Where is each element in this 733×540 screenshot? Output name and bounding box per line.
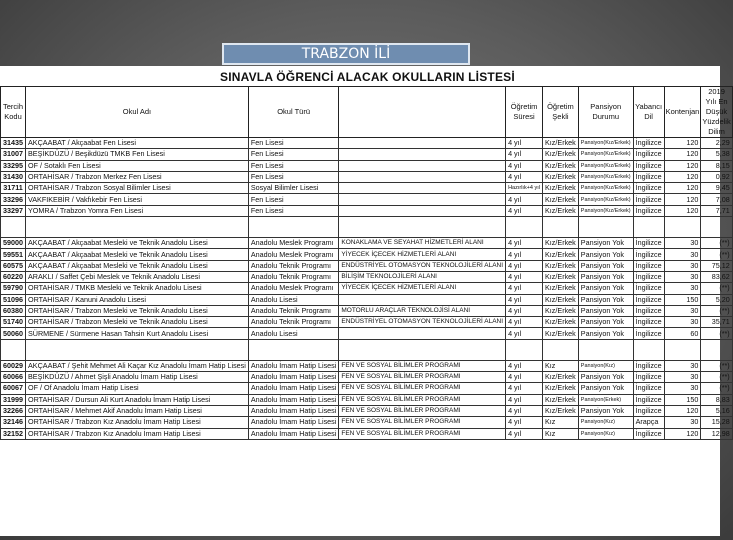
doc-title: SINAVLA ÖĞRENCİ ALACAK OKULLARIN LİSTESİ xyxy=(220,70,515,84)
cell-gender: Kız/Erkek xyxy=(543,328,579,339)
header-duration: Öğretim Süresi xyxy=(506,87,543,138)
cell-boarding: Pansiyon Yok xyxy=(578,383,633,394)
cell-field xyxy=(339,138,506,149)
cell-language: İngilizce xyxy=(633,294,664,305)
cell-school: ORTAHİSAR / Trabzon Kız Anadolu İmam Hatip Lisesi xyxy=(26,428,249,439)
cell-language: İngilizce xyxy=(633,249,664,260)
cell-field: FEN VE SOSYAL BİLİMLER PROGRAMI xyxy=(339,360,506,371)
cell-code: 32146 xyxy=(1,417,26,428)
cell-quota: 30 xyxy=(664,305,701,316)
cell-score: 2,29 xyxy=(701,138,732,149)
cell-score: 7,71 xyxy=(701,205,732,216)
cell-score: (**) xyxy=(701,360,732,371)
cell-school: AKÇAABAT / Akçaabat Mesleki ve Teknik Anadolu Lisesi xyxy=(26,249,249,260)
cell-gender: Kız/Erkek xyxy=(543,394,579,405)
cell-quota: 120 xyxy=(664,405,701,416)
cell-boarding: Pansiyon(Kız/Erkek) xyxy=(578,160,633,171)
cell-type: Anadolu Meslek Programı xyxy=(248,249,339,260)
cell-score: 35,71 xyxy=(701,317,732,328)
cell-score: (**) xyxy=(701,249,732,260)
table-row xyxy=(1,238,733,249)
cell-school: ORTAHİSAR / Trabzon Sosyal Bilimler Lisesi xyxy=(26,183,249,194)
cell-boarding: Pansiyon Yok xyxy=(578,283,633,294)
cell-duration: 4 yıl xyxy=(506,283,543,294)
cell-duration: 4 yıl xyxy=(506,360,543,371)
cell-code: 51096 xyxy=(1,294,26,305)
cell-school: ORTAHİSAR / Trabzon Mesleki ve Teknik Anadolu Lisesi xyxy=(26,317,249,328)
cell-field: FEN VE SOSYAL BİLİMLER PROGRAMI xyxy=(339,405,506,416)
cell-type: Anadolu İmam Hatip Lisesi xyxy=(248,394,339,405)
cell-type: Anadolu Meslek Programı xyxy=(248,238,339,249)
cell-gender: Kız/Erkek xyxy=(543,372,579,383)
cell-language: İngilizce xyxy=(633,372,664,383)
cell-duration: 4 yıl xyxy=(506,171,543,182)
cell-type: Fen Lisesi xyxy=(248,171,339,182)
cell-code: 31711 xyxy=(1,183,26,194)
cell-language: İngilizce xyxy=(633,160,664,171)
cell-gender: Kız/Erkek xyxy=(543,205,579,216)
cell-code: 60380 xyxy=(1,305,26,316)
cell-boarding: Pansiyon Yok xyxy=(578,260,633,271)
table-row xyxy=(1,305,733,316)
cell-school: BEŞİKDÜZÜ / Ahmet Şişli Anadolu İmam Hatip Lisesi xyxy=(26,372,249,383)
cell-duration: 4 yıl xyxy=(506,149,543,160)
cell-quota: 30 xyxy=(664,317,701,328)
cell-language: İngilizce xyxy=(633,205,664,216)
cell-code: 60575 xyxy=(1,260,26,271)
cell-boarding: Pansiyon(Kız/Erkek) xyxy=(578,171,633,182)
cell-code: 32266 xyxy=(1,405,26,416)
cell-code: 31999 xyxy=(1,394,26,405)
cell-type: Fen Lisesi xyxy=(248,149,339,160)
cell-boarding: Pansiyon Yok xyxy=(578,328,633,339)
cell-school: ARAKLI / Saffet Çebi Meslek ve Teknik Anadolu Lisesi xyxy=(26,271,249,282)
cell-code: 32152 xyxy=(1,428,26,439)
cell-language: İngilizce xyxy=(633,383,664,394)
cell-school: ORTAHİSAR / TMKB Mesleki ve Teknik Anadolu Lisesi xyxy=(26,283,249,294)
cell-duration: 4 yıl xyxy=(506,372,543,383)
cell-field xyxy=(339,194,506,205)
cell-gender: Kız/Erkek xyxy=(543,249,579,260)
cell-duration: 4 yıl xyxy=(506,417,543,428)
cell-school: BEŞİKDÜZÜ / Beşikdüzü TMKB Fen Lisesi xyxy=(26,149,249,160)
cell-score: (**) xyxy=(701,328,732,339)
cell-score: (**) xyxy=(701,283,732,294)
cell-quota: 30 xyxy=(664,372,701,383)
cell-boarding: Pansiyon Yok xyxy=(578,372,633,383)
cell-quota: 150 xyxy=(664,294,701,305)
cell-language: İngilizce xyxy=(633,305,664,316)
table-row xyxy=(1,271,733,282)
cell-field: ENDÜSTRİYEL OTOMASYON TEKNOLOJİLERİ ALANI xyxy=(339,317,506,328)
cell-code: 60067 xyxy=(1,383,26,394)
cell-boarding: Pansiyon(Kız/Erkek) xyxy=(578,138,633,149)
table-row xyxy=(1,138,733,149)
cell-boarding: Pansiyon Yok xyxy=(578,405,633,416)
table-row xyxy=(1,260,733,271)
cell-field: FEN VE SOSYAL BİLİMLER PROGRAMI xyxy=(339,428,506,439)
table-row xyxy=(1,149,733,160)
cell-code: 33295 xyxy=(1,160,26,171)
cell-language: İngilizce xyxy=(633,360,664,371)
cell-language: İngilizce xyxy=(633,394,664,405)
cell-duration: 4 yıl xyxy=(506,394,543,405)
table-row xyxy=(1,194,733,205)
table-row xyxy=(1,294,733,305)
cell-language: İngilizce xyxy=(633,283,664,294)
cell-field xyxy=(339,171,506,182)
cell-duration: 4 yıl xyxy=(506,194,543,205)
cell-code: 60029 xyxy=(1,360,26,371)
cell-type: Anadolu Teknik Programı xyxy=(248,305,339,316)
header-score: 2019 Yılı En Düşük Yüzdelik Dilim xyxy=(702,87,731,136)
document-page xyxy=(0,66,731,536)
cell-boarding: Pansiyon(Erkek) xyxy=(578,394,633,405)
header-school: Okul Adı xyxy=(26,87,249,138)
cell-quota: 120 xyxy=(664,428,701,439)
cell-duration: 4 yıl xyxy=(506,138,543,149)
cell-code: 59000 xyxy=(1,238,26,249)
cell-code: 59790 xyxy=(1,283,26,294)
cell-quota: 60 xyxy=(664,328,701,339)
cell-duration: 4 yıl xyxy=(506,238,543,249)
cell-code: 31435 xyxy=(1,138,26,149)
cell-gender: Kız/Erkek xyxy=(543,405,579,416)
cell-score: 12,98 xyxy=(701,428,732,439)
cell-language: İngilizce xyxy=(633,149,664,160)
cell-language: İngilizce xyxy=(633,171,664,182)
table-row xyxy=(1,405,733,416)
cell-boarding: Pansiyon Yok xyxy=(578,271,633,282)
cell-score: (**) xyxy=(701,238,732,249)
cell-boarding: Pansiyon(Kız/Erkek) xyxy=(578,149,633,160)
cell-gender: Kız xyxy=(543,360,579,371)
cell-code: 59551 xyxy=(1,249,26,260)
cell-gender: Kız/Erkek xyxy=(543,149,579,160)
table-body xyxy=(1,138,733,440)
slide-title: TRABZON İLİ xyxy=(222,43,470,65)
cell-duration: 4 yıl xyxy=(506,328,543,339)
cell-duration: Hazırlık+4 yıl xyxy=(506,183,543,194)
cell-gender: Kız/Erkek xyxy=(543,305,579,316)
cell-code: 51740 xyxy=(1,317,26,328)
cell-code: 33296 xyxy=(1,194,26,205)
cell-school: ORTAHİSAR / Trabzon Merkez Fen Lisesi xyxy=(26,171,249,182)
cell-score: 83,62 xyxy=(701,271,732,282)
cell-school: ORTAHİSAR / Trabzon Kız Anadolu İmam Hatip Lisesi xyxy=(26,417,249,428)
header-code: Tercih Kodu xyxy=(1,87,26,138)
cell-boarding: Pansiyon Yok xyxy=(578,305,633,316)
table-row xyxy=(1,360,733,371)
cell-gender: Kız/Erkek xyxy=(543,283,579,294)
cell-quota: 30 xyxy=(664,260,701,271)
cell-type: Anadolu İmam Hatip Lisesi xyxy=(248,372,339,383)
header-field xyxy=(339,87,506,138)
cell-quota: 30 xyxy=(664,249,701,260)
cell-quota: 120 xyxy=(664,171,701,182)
cell-quota: 120 xyxy=(664,205,701,216)
cell-type: Fen Lisesi xyxy=(248,160,339,171)
cell-code: 31007 xyxy=(1,149,26,160)
cell-quota: 120 xyxy=(664,149,701,160)
table-header-row xyxy=(1,87,733,138)
cell-score: 75,12 xyxy=(701,260,732,271)
table-row xyxy=(1,249,733,260)
cell-gender: Kız/Erkek xyxy=(543,183,579,194)
cell-code: 60220 xyxy=(1,271,26,282)
table-row xyxy=(1,383,733,394)
cell-score: 5,20 xyxy=(701,294,732,305)
cell-boarding: Pansiyon(Kız/Erkek) xyxy=(578,183,633,194)
cell-boarding: Pansiyon(Kız) xyxy=(578,417,633,428)
cell-language: İngilizce xyxy=(633,328,664,339)
cell-gender: Kız xyxy=(543,417,579,428)
cell-type: Sosyal Bilimler Lisesi xyxy=(248,183,339,194)
table-row xyxy=(1,372,733,383)
cell-score: 15,28 xyxy=(701,417,732,428)
cell-code: 33297 xyxy=(1,205,26,216)
cell-quota: 30 xyxy=(664,271,701,282)
cell-language: İngilizce xyxy=(633,183,664,194)
cell-language: İngilizce xyxy=(633,238,664,249)
cell-boarding: Pansiyon Yok xyxy=(578,294,633,305)
cell-language: İngilizce xyxy=(633,317,664,328)
cell-field: YİYECEK İÇECEK HİZMETLERİ ALANI xyxy=(339,249,506,260)
table-row xyxy=(1,428,733,439)
table-row xyxy=(1,171,733,182)
cell-type: Anadolu İmam Hatip Lisesi xyxy=(248,428,339,439)
header-boarding: Pansiyon Durumu xyxy=(578,87,633,138)
cell-boarding: Pansiyon(Kız) xyxy=(578,360,633,371)
cell-language: İngilizce xyxy=(633,194,664,205)
cell-school: SÜRMENE / Sürmene Hasan Tahsin Kurt Anadolu Lisesi xyxy=(26,328,249,339)
cell-score: 8,83 xyxy=(701,394,732,405)
cell-school: OF / Of Anadolu İmam Hatip Lisesi xyxy=(26,383,249,394)
cell-score: (**) xyxy=(701,383,732,394)
cell-field xyxy=(339,294,506,305)
cell-score: 7,08 xyxy=(701,194,732,205)
cell-field xyxy=(339,328,506,339)
cell-language: İngilizce xyxy=(633,260,664,271)
cell-quota: 30 xyxy=(664,383,701,394)
cell-gender: Kız xyxy=(543,428,579,439)
cell-quota: 120 xyxy=(664,160,701,171)
cell-type: Anadolu İmam Hatip Lisesi xyxy=(248,383,339,394)
cell-gender: Kız/Erkek xyxy=(543,271,579,282)
cell-duration: 4 yıl xyxy=(506,405,543,416)
cell-language: İngilizce xyxy=(633,428,664,439)
cell-gender: Kız/Erkek xyxy=(543,294,579,305)
cell-field xyxy=(339,205,506,216)
cell-school: ORTAHİSAR / Trabzon Mesleki ve Teknik Anadolu Lisesi xyxy=(26,305,249,316)
cell-type: Fen Lisesi xyxy=(248,194,339,205)
cell-school: AKÇAABAT / Akçaabat Mesleki ve Teknik Anadolu Lisesi xyxy=(26,238,249,249)
cell-gender: Kız/Erkek xyxy=(543,194,579,205)
cell-field: YİYECEK İÇECEK HİZMETLERİ ALANI xyxy=(339,283,506,294)
header-shift: Öğretim Şekli xyxy=(543,87,579,138)
cell-duration: 4 yıl xyxy=(506,305,543,316)
group-separator xyxy=(1,217,733,238)
cell-code: 50060 xyxy=(1,328,26,339)
cell-quota: 120 xyxy=(664,183,701,194)
cell-duration: 4 yıl xyxy=(506,428,543,439)
cell-quota: 150 xyxy=(664,394,701,405)
cell-boarding: Pansiyon Yok xyxy=(578,317,633,328)
header-type: Okul Türü xyxy=(248,87,339,138)
cell-gender: Kız/Erkek xyxy=(543,160,579,171)
cell-score: 5,16 xyxy=(701,405,732,416)
cell-duration: 4 yıl xyxy=(506,260,543,271)
cell-gender: Kız/Erkek xyxy=(543,238,579,249)
cell-language: İngilizce xyxy=(633,138,664,149)
cell-type: Anadolu Lisesi xyxy=(248,294,339,305)
cell-quota: 30 xyxy=(664,417,701,428)
cell-school: OF / Sotaklı Fen Lisesi xyxy=(26,160,249,171)
cell-school: VAKFIKEBİR / Vakfıkebir Fen Lisesi xyxy=(26,194,249,205)
cell-language: Arapça xyxy=(633,417,664,428)
cell-school: ORTAHİSAR / Kanuni Anadolu Lisesi xyxy=(26,294,249,305)
cell-type: Anadolu Meslek Programı xyxy=(248,283,339,294)
cell-duration: 4 yıl xyxy=(506,160,543,171)
table-row xyxy=(1,183,733,194)
table-row xyxy=(1,417,733,428)
header-quota: Kontenjan xyxy=(664,87,701,138)
cell-score: 5,38 xyxy=(701,149,732,160)
cell-field: FEN VE SOSYAL BİLİMLER PROGRAMI xyxy=(339,383,506,394)
cell-field xyxy=(339,149,506,160)
cell-gender: Kız/Erkek xyxy=(543,317,579,328)
cell-boarding: Pansiyon Yok xyxy=(578,238,633,249)
cell-field: ENDÜSTRİYEL OTOMASYON TEKNOLOJİLERİ ALANI xyxy=(339,260,506,271)
cell-type: Anadolu İmam Hatip Lisesi xyxy=(248,417,339,428)
cell-score: 0,92 xyxy=(701,171,732,182)
cell-gender: Kız/Erkek xyxy=(543,138,579,149)
cell-type: Fen Lisesi xyxy=(248,138,339,149)
cell-school: AKÇAABAT / Akçaabat Mesleki ve Teknik Anadolu Lisesi xyxy=(26,260,249,271)
cell-score: (**) xyxy=(701,305,732,316)
cell-score: (**) xyxy=(701,372,732,383)
cell-field: KONAKLAMA VE SEYAHAT HİZMETLERİ ALANI xyxy=(339,238,506,249)
cell-field xyxy=(339,160,506,171)
cell-field: FEN VE SOSYAL BİLİMLER PROGRAMI xyxy=(339,394,506,405)
cell-type: Anadolu İmam Hatip Lisesi xyxy=(248,405,339,416)
cell-duration: 4 yıl xyxy=(506,383,543,394)
cell-school: ORTAHİSAR / Dursun Ali Kurt Anadolu İmam Hatip Lisesi xyxy=(26,394,249,405)
cell-school: ORTAHİSAR / Mehmet Akif Anadolu İmam Hatip Lisesi xyxy=(26,405,249,416)
cell-field: FEN VE SOSYAL BİLİMLER PROGRAMI xyxy=(339,372,506,383)
table-row xyxy=(1,160,733,171)
cell-duration: 4 yıl xyxy=(506,249,543,260)
cell-quota: 30 xyxy=(664,360,701,371)
table-row xyxy=(1,205,733,216)
cell-boarding: Pansiyon(Kız/Erkek) xyxy=(578,194,633,205)
cell-boarding: Pansiyon Yok xyxy=(578,249,633,260)
header-language: Yabancı Dil xyxy=(633,87,664,138)
table-row xyxy=(1,283,733,294)
cell-school: AKÇAABAT / Akçaabat Fen Lisesi xyxy=(26,138,249,149)
cell-field: MOTORLU ARAÇLAR TEKNOLOJİSİ ALANI xyxy=(339,305,506,316)
cell-score: 9,45 xyxy=(701,183,732,194)
cell-code: 31430 xyxy=(1,171,26,182)
table-row xyxy=(1,394,733,405)
cell-field xyxy=(339,183,506,194)
schools-table xyxy=(0,86,733,440)
cell-quota: 30 xyxy=(664,283,701,294)
cell-quota: 120 xyxy=(664,194,701,205)
cell-field: BİLİŞİM TEKNOLOJİLERİ ALANI xyxy=(339,271,506,282)
cell-score: 8,15 xyxy=(701,160,732,171)
cell-school: AKÇAABAT / Şehit Mehmet Ali Kaçar Kız Anadolu İmam Hatip Lisesi xyxy=(26,360,249,371)
cell-duration: 4 yıl xyxy=(506,317,543,328)
cell-type: Anadolu Teknik Programı xyxy=(248,317,339,328)
cell-quota: 120 xyxy=(664,138,701,149)
cell-type: Anadolu Teknik Programı xyxy=(248,271,339,282)
cell-boarding: Pansiyon(Kız/Erkek) xyxy=(578,205,633,216)
cell-type: Fen Lisesi xyxy=(248,205,339,216)
group-separator xyxy=(1,339,733,360)
cell-duration: 4 yıl xyxy=(506,205,543,216)
cell-field: FEN VE SOSYAL BİLİMLER PROGRAMI xyxy=(339,417,506,428)
cell-code: 60066 xyxy=(1,372,26,383)
cell-duration: 4 yıl xyxy=(506,271,543,282)
cell-school: YOMRA / Trabzon Yomra Fen Lisesi xyxy=(26,205,249,216)
cell-language: İngilizce xyxy=(633,405,664,416)
cell-gender: Kız/Erkek xyxy=(543,171,579,182)
cell-duration: 4 yıl xyxy=(506,294,543,305)
cell-gender: Kız/Erkek xyxy=(543,383,579,394)
cell-quota: 30 xyxy=(664,238,701,249)
table-row xyxy=(1,317,733,328)
cell-gender: Kız/Erkek xyxy=(543,260,579,271)
cell-language: İngilizce xyxy=(633,271,664,282)
cell-type: Anadolu Lisesi xyxy=(248,328,339,339)
table-row xyxy=(1,328,733,339)
cell-boarding: Pansiyon(Kız) xyxy=(578,428,633,439)
cell-type: Anadolu Teknik Programı xyxy=(248,260,339,271)
cell-type: Anadolu İmam Hatip Lisesi xyxy=(248,360,339,371)
